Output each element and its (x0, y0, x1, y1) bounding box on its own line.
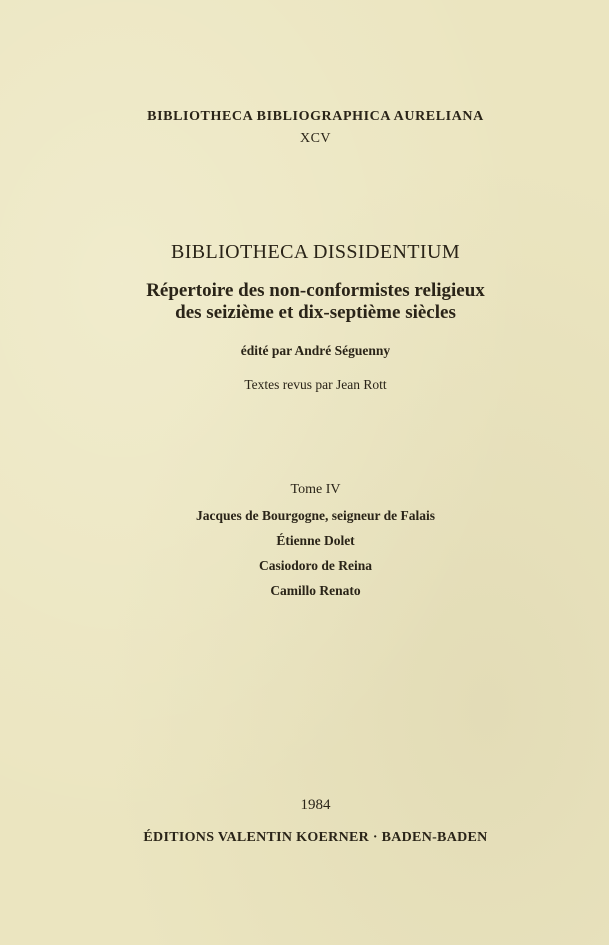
editor-credit: édité par André Séguenny (240, 343, 391, 358)
book-subtitle-line-1: Répertoire des non-conformistes religieux (146, 280, 485, 301)
publisher-imprint: ÉDITIONS VALENTIN KOERNER · BADEN-BADEN (143, 830, 488, 845)
series-number: XCV (299, 131, 332, 146)
contents-item: Étienne Dolet (276, 533, 355, 548)
contents-item: Camillo Renato (270, 583, 361, 598)
book-title: BIBLIOTHECA DISSIDENTIUM (170, 241, 461, 263)
volume-contents (11, 507, 609, 607)
volume-number: Tome IV (290, 482, 341, 497)
publication-year: 1984 (300, 797, 331, 813)
book-subtitle-line-2: des seizième et dix-septième siècles (175, 302, 456, 323)
contents-item: Jacques de Bourgogne, seigneur de Falais (195, 508, 435, 523)
contents-item: Casiodoro de Reina (258, 558, 372, 573)
series-name: BIBLIOTHECA BIBLIOGRAPHICA AURELIANA (147, 109, 484, 124)
reviser-credit: Textes revus par Jean Rott (244, 377, 387, 392)
